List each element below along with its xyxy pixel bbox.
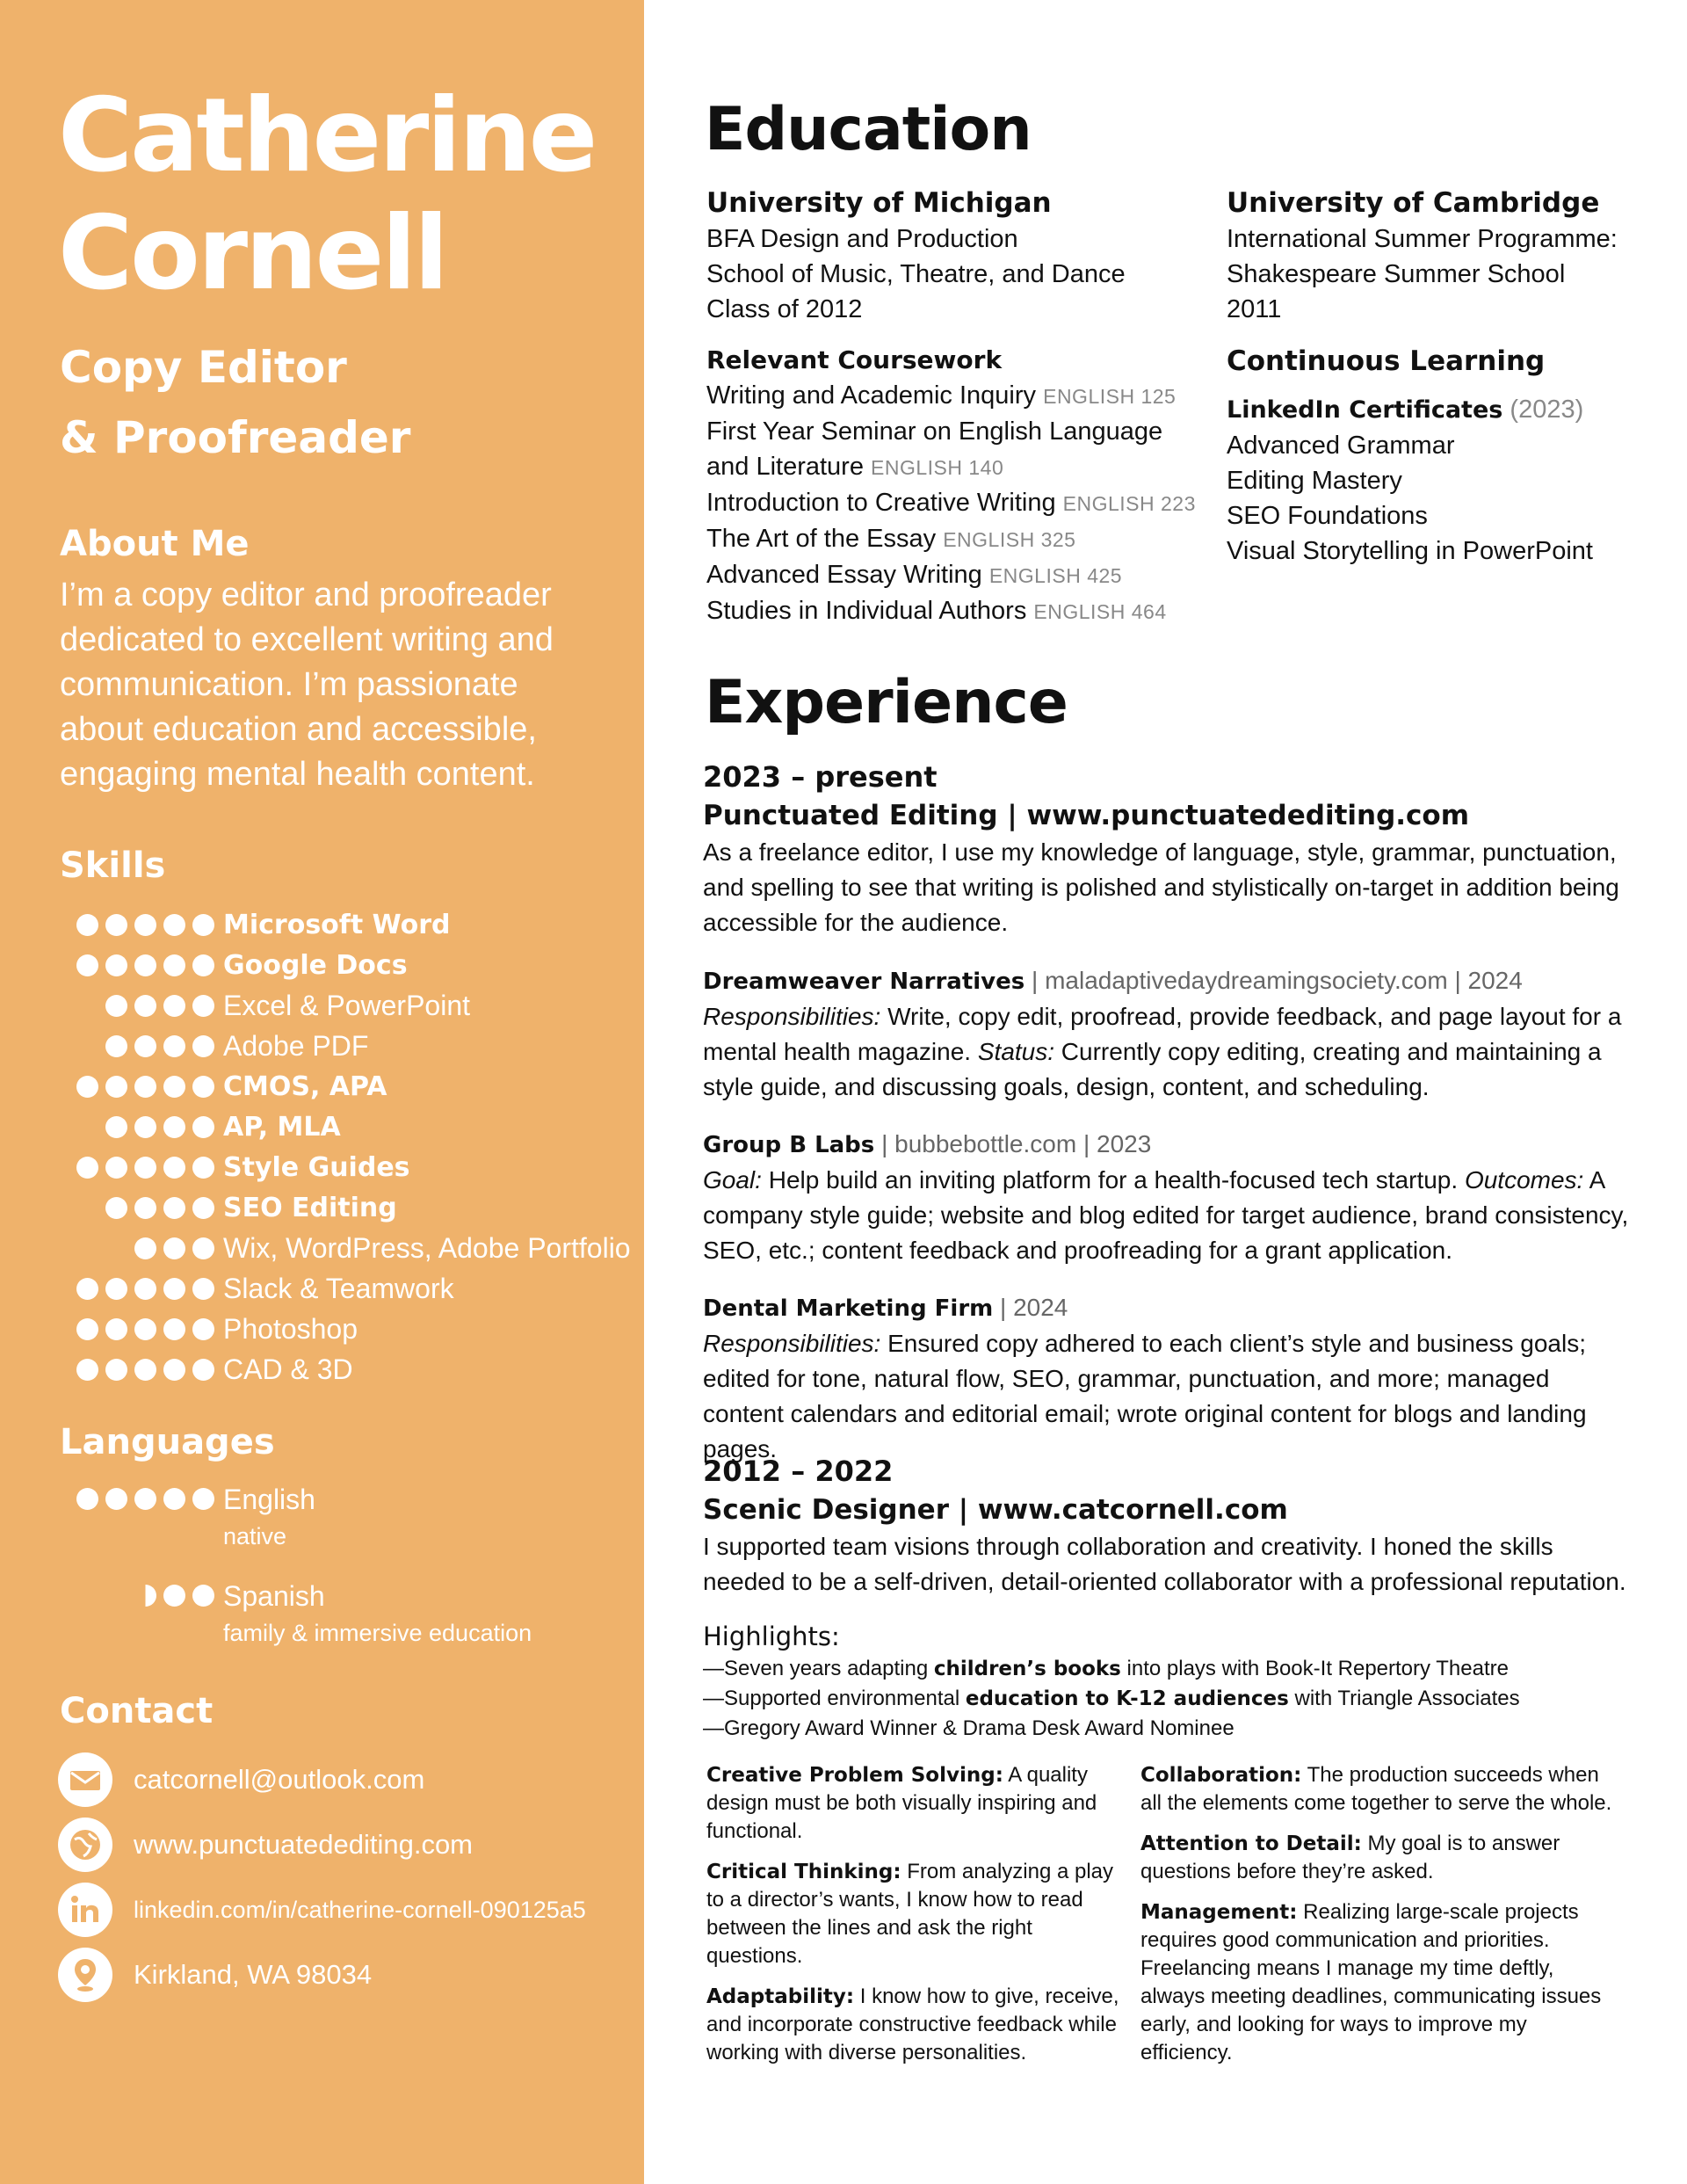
certificates-year: (2023) bbox=[1510, 395, 1584, 424]
email-link[interactable]: catcornell@outlook.com bbox=[134, 1764, 425, 1795]
envelope-icon bbox=[58, 1752, 112, 1807]
rating-dot bbox=[163, 954, 185, 976]
job-year: 2023 bbox=[1097, 1130, 1152, 1157]
skill-label: Style Guides bbox=[223, 1151, 410, 1183]
skills-heading: Skills bbox=[60, 845, 166, 886]
rating-dot bbox=[192, 1488, 214, 1510]
rating-dot bbox=[163, 1076, 185, 1098]
rating-dot bbox=[192, 954, 214, 976]
course-title: The Art of the Essay bbox=[706, 525, 937, 553]
rating-dot bbox=[192, 914, 214, 936]
rating-dot bbox=[134, 1488, 156, 1510]
job-group-b-labs bbox=[703, 1127, 1634, 1268]
skill-item bbox=[60, 1228, 640, 1268]
contact-heading: Contact bbox=[60, 1691, 214, 1731]
certificate-item: Editing Mastery bbox=[1227, 467, 1402, 495]
skill-label: AP, MLA bbox=[223, 1111, 341, 1143]
experience-current bbox=[703, 758, 1634, 940]
rating-dot bbox=[134, 1035, 156, 1057]
contact-linkedin[interactable] bbox=[58, 1879, 638, 1941]
experience-scenic bbox=[703, 1452, 1634, 1600]
course-item bbox=[706, 485, 1198, 521]
course-code: ENGLISH 425 bbox=[988, 564, 1123, 587]
rating-dots bbox=[60, 1359, 223, 1381]
job-header: Group B Labs | bubbebottle.com | 2023 bbox=[703, 1130, 1152, 1158]
umich-class: Class of 2012 bbox=[706, 295, 863, 323]
skill-label: Adobe PDF bbox=[223, 1029, 369, 1062]
umich-school: School of Music, Theatre, and Dance bbox=[706, 260, 1126, 288]
location-pin-icon bbox=[58, 1948, 112, 2002]
rating-dot-half bbox=[134, 1585, 156, 1607]
period-past: 2012 – 2022 bbox=[703, 1455, 894, 1488]
rating-dots bbox=[60, 1318, 223, 1340]
skill-label: Excel & PowerPoint bbox=[223, 989, 471, 1021]
course-item bbox=[706, 593, 1198, 629]
trait-item: Critical Thinking: From analyzing a play to a director’s wants, I know how to read between the lines and ask the right questions. bbox=[706, 1860, 1114, 1968]
course-item bbox=[706, 378, 1198, 414]
highlights-heading: Highlights: bbox=[703, 1622, 840, 1651]
job-dental-marketing bbox=[703, 1290, 1634, 1467]
certificate-item: Advanced Grammar bbox=[1227, 432, 1455, 460]
rating-dot bbox=[134, 914, 156, 936]
rating-dot bbox=[105, 1318, 127, 1340]
company-name: Dreamweaver Narratives bbox=[703, 969, 1025, 995]
experience-heading: Experience bbox=[705, 668, 1068, 737]
trait-item: Adaptability: I know how to give, receive, and incorporate constructive feedback while working with diverse personalities. bbox=[706, 1984, 1119, 2064]
rating-dots bbox=[60, 914, 223, 936]
rating-dot bbox=[163, 1035, 185, 1057]
rating-dot bbox=[192, 1157, 214, 1179]
language-name: English bbox=[223, 1484, 315, 1515]
segment-label: Outcomes: bbox=[1464, 1166, 1584, 1194]
course-code: ENGLISH 140 bbox=[871, 456, 1004, 479]
rating-dot bbox=[134, 1359, 156, 1381]
job-title bbox=[60, 332, 587, 473]
course-item bbox=[706, 557, 1198, 593]
rating-dot bbox=[76, 914, 98, 936]
rating-dot bbox=[134, 954, 156, 976]
skill-item bbox=[60, 985, 640, 1026]
rating-dot bbox=[76, 954, 98, 976]
segment-text: Help build an inviting platform for a health-focused tech startup. bbox=[761, 1166, 1465, 1194]
skill-label: Photoshop bbox=[223, 1312, 358, 1345]
skill-label: Wix, WordPress, Adobe Portfolio bbox=[223, 1231, 631, 1264]
trait-item: Collaboration: The production succeeds when all the elements come together to serve the whole. bbox=[1140, 1763, 1612, 1815]
languages-list bbox=[60, 1481, 640, 1674]
role-description: As a freelance editor, I use my knowledge of language, style, grammar, punctuation, and spelling to see that writing is polished and stylistically on-target in addition being accessible for the audience. bbox=[703, 838, 1619, 936]
continuous-learning-heading: Continuous Learning bbox=[1227, 345, 1546, 377]
role-description: I supported team visions through collaboration and creativity. I honed the skills needed to be a self-driven, detail-oriented collaborator with a professional reputation. bbox=[703, 1533, 1626, 1595]
language-item bbox=[60, 1578, 640, 1651]
about-heading: About Me bbox=[60, 524, 250, 564]
segment-text: Currently copy editing, creating and maintaining a style guide, and discussing goals, design, content, and scheduling. bbox=[703, 1038, 1602, 1100]
course-title: First Year Seminar on English Language and Literature bbox=[706, 417, 1163, 481]
rating-dot bbox=[163, 1488, 185, 1510]
rating-dot bbox=[105, 1035, 127, 1057]
company-site[interactable]: bubbebottle.com bbox=[894, 1130, 1077, 1157]
rating-dot bbox=[163, 914, 185, 936]
highlight-item: —Supported environmental education to K-12 audiences with Triangle Associates bbox=[703, 1687, 1520, 1710]
rating-dots bbox=[60, 1157, 223, 1179]
rating-dot bbox=[76, 1157, 98, 1179]
rating-dot bbox=[163, 1116, 185, 1138]
job-title-line-2: & Proofreader bbox=[60, 412, 411, 463]
rating-dot bbox=[192, 1318, 214, 1340]
rating-dot bbox=[134, 995, 156, 1017]
contact-website[interactable] bbox=[58, 1814, 638, 1876]
traits-left bbox=[706, 1761, 1119, 2079]
rating-dots bbox=[60, 1076, 223, 1098]
skill-item bbox=[60, 1268, 640, 1309]
rating-dot bbox=[192, 1359, 214, 1381]
course-code: ENGLISH 325 bbox=[943, 528, 1076, 551]
education-heading: Education bbox=[705, 95, 1032, 164]
contact-location bbox=[58, 1944, 638, 2006]
course-title: Studies in Individual Authors bbox=[706, 597, 1027, 625]
trait-item: Management: Realizing large-scale projects requires good communication and priorities. Freelancing means I manage my time deftly, always meeting deadlines, communicating issues early, and looking for ways to improve my efficiency. bbox=[1140, 1900, 1602, 2064]
highlight-item: —Gregory Award Winner & Drama Desk Award Nominee bbox=[703, 1716, 1234, 1740]
company-site[interactable]: maladaptivedaydreamingsociety.com bbox=[1045, 967, 1448, 994]
rating-dot bbox=[192, 1278, 214, 1300]
skill-item bbox=[60, 945, 640, 985]
education-cambridge bbox=[1227, 185, 1648, 569]
course-item bbox=[706, 414, 1198, 485]
rating-dot bbox=[192, 995, 214, 1017]
rating-dot bbox=[192, 1116, 214, 1138]
skill-label: Microsoft Word bbox=[223, 909, 451, 940]
language-item bbox=[60, 1481, 640, 1555]
rating-dot bbox=[163, 1585, 185, 1607]
skill-item bbox=[60, 1107, 640, 1147]
rating-dot bbox=[163, 1237, 185, 1259]
first-name: Catherine bbox=[58, 76, 596, 195]
cambridge-name: University of Cambridge bbox=[1227, 187, 1600, 219]
rating-dot bbox=[192, 1585, 214, 1607]
rating-dots bbox=[60, 1585, 223, 1607]
rating-dot bbox=[192, 1035, 214, 1057]
rating-dot bbox=[105, 1359, 127, 1381]
cambridge-line-1: International Summer Programme: bbox=[1227, 225, 1618, 253]
certificate-item: SEO Foundations bbox=[1227, 502, 1428, 530]
segment-text: A company style guide; website and blog edited for target audience, brand consistency, SEO, etc.; content feedback and proofreading for a grant application. bbox=[703, 1166, 1629, 1264]
rating-dot bbox=[76, 1076, 98, 1098]
segment-label: Status: bbox=[977, 1038, 1055, 1065]
segment-label: Goal: bbox=[703, 1166, 762, 1194]
skill-item bbox=[60, 1309, 640, 1349]
job-year: 2024 bbox=[1013, 1294, 1068, 1321]
rating-dot bbox=[163, 1359, 185, 1381]
job-title-line-1: Copy Editor bbox=[60, 342, 347, 393]
skills-list bbox=[60, 904, 640, 1389]
skill-label: Google Docs bbox=[223, 949, 408, 981]
rating-dot bbox=[134, 1237, 156, 1259]
rating-dots bbox=[60, 995, 223, 1017]
rating-dot bbox=[163, 1278, 185, 1300]
course-title: Advanced Essay Writing bbox=[706, 561, 982, 589]
job-header: Dental Marketing Firm | 2024 bbox=[703, 1294, 1068, 1322]
segment-label: Responsibilities: bbox=[703, 1003, 881, 1030]
period-current: 2023 – present bbox=[703, 760, 938, 794]
job-description bbox=[703, 1326, 1634, 1467]
rating-dot bbox=[192, 1237, 214, 1259]
cambridge-line-2: Shakespeare Summer School bbox=[1227, 260, 1566, 288]
course-code: ENGLISH 125 bbox=[1043, 385, 1177, 408]
cambridge-year: 2011 bbox=[1227, 295, 1282, 323]
course-title: Writing and Academic Inquiry bbox=[706, 381, 1037, 410]
linkedin-certificates bbox=[1227, 392, 1648, 428]
language-note: family & immersive education bbox=[223, 1620, 532, 1646]
education-umich bbox=[706, 185, 1198, 629]
traits-right bbox=[1140, 1761, 1615, 2079]
course-code: ENGLISH 464 bbox=[1033, 600, 1167, 623]
language-name: Spanish bbox=[223, 1580, 325, 1612]
skill-item bbox=[60, 1066, 640, 1107]
rating-dot bbox=[163, 1197, 185, 1219]
role-scenic-designer: Scenic Designer | www.catcornell.com bbox=[703, 1494, 1288, 1526]
segment-text: Ensured copy adhered to each client’s style and business goals; edited for tone, natural flow, SEO, grammar, punctuation, and more; managed content calendars and editorial email; wrote original content for blogs and landing pages. bbox=[703, 1330, 1587, 1462]
course-code: ENGLISH 223 bbox=[1062, 492, 1196, 515]
rating-dot bbox=[76, 1359, 98, 1381]
rating-dot bbox=[134, 1116, 156, 1138]
main-content bbox=[703, 0, 1669, 2184]
job-year: 2024 bbox=[1467, 967, 1523, 994]
language-note: native bbox=[223, 1523, 287, 1549]
trait-item: Attention to Detail: My goal is to answer questions before they’re asked. bbox=[1140, 1832, 1560, 1883]
rating-dot bbox=[134, 1278, 156, 1300]
umich-degree: BFA Design and Production bbox=[706, 225, 1018, 253]
job-description bbox=[703, 999, 1634, 1105]
skill-label: CAD & 3D bbox=[223, 1353, 353, 1385]
location-text: Kirkland, WA 98034 bbox=[134, 1959, 373, 1990]
rating-dot bbox=[192, 1076, 214, 1098]
skill-label: Slack & Teamwork bbox=[223, 1272, 454, 1304]
certificates-label: LinkedIn Certificates bbox=[1227, 396, 1503, 424]
rating-dot bbox=[105, 1157, 127, 1179]
skill-item bbox=[60, 904, 640, 945]
rating-dot bbox=[76, 1278, 98, 1300]
rating-dots bbox=[60, 1197, 223, 1219]
linkedin-icon bbox=[58, 1883, 112, 1937]
rating-dot bbox=[134, 1318, 156, 1340]
skill-item bbox=[60, 1349, 640, 1389]
rating-dots bbox=[60, 1035, 223, 1057]
rating-dot bbox=[105, 1278, 127, 1300]
linkedin-link[interactable]: linkedin.com/in/catherine-cornell-090125a5 bbox=[134, 1896, 586, 1923]
rating-dots bbox=[60, 1116, 223, 1138]
rating-dot bbox=[105, 995, 127, 1017]
trait-item: Creative Problem Solving: A quality design must be both visually inspiring and functional. bbox=[706, 1763, 1097, 1843]
rating-dot bbox=[163, 995, 185, 1017]
certificate-item: Visual Storytelling in PowerPoint bbox=[1227, 537, 1593, 565]
skill-item bbox=[60, 1147, 640, 1187]
rating-dot bbox=[105, 1488, 127, 1510]
rating-dot bbox=[105, 1076, 127, 1098]
highlights bbox=[703, 1619, 1634, 1743]
coursework-heading: Relevant Coursework bbox=[706, 345, 1003, 374]
sidebar bbox=[0, 0, 644, 2184]
job-description bbox=[703, 1163, 1634, 1268]
globe-icon bbox=[58, 1818, 112, 1872]
languages-heading: Languages bbox=[60, 1422, 275, 1462]
rating-dot bbox=[134, 1197, 156, 1219]
rating-dots bbox=[60, 1488, 223, 1510]
rating-dot bbox=[76, 1318, 98, 1340]
skill-item bbox=[60, 1187, 640, 1228]
website-link[interactable]: www.punctuatedediting.com bbox=[134, 1829, 474, 1860]
rating-dot bbox=[105, 954, 127, 976]
rating-dot bbox=[163, 1157, 185, 1179]
job-dreamweaver bbox=[703, 963, 1634, 1105]
umich-name: University of Michigan bbox=[706, 187, 1052, 219]
last-name: Cornell bbox=[58, 194, 446, 313]
rating-dot bbox=[105, 1116, 127, 1138]
segment-text: Write, copy edit, proofread, provide feedback, and page layout for a mental health magazine. bbox=[703, 1003, 1622, 1065]
rating-dot bbox=[76, 1488, 98, 1510]
rating-dot bbox=[105, 914, 127, 936]
rating-dots bbox=[60, 1278, 223, 1300]
highlight-item: —Seven years adapting children’s books into plays with Book-It Repertory Theatre bbox=[703, 1657, 1509, 1680]
role-punctuated-editing: Punctuated Editing | www.punctuatedediting.com bbox=[703, 800, 1470, 831]
rating-dots bbox=[60, 1237, 223, 1259]
skill-item bbox=[60, 1026, 640, 1066]
rating-dots bbox=[60, 954, 223, 976]
course-item bbox=[706, 521, 1198, 557]
company-name: Dental Marketing Firm bbox=[703, 1295, 994, 1322]
about-text: I’m a copy editor and proofreader dedicated to excellent writing and communication. I’m passionate about education and accessible, engaging mental health content. bbox=[60, 577, 554, 793]
company-name: Group B Labs bbox=[703, 1132, 875, 1158]
segment-label: Responsibilities: bbox=[703, 1330, 881, 1357]
contact-list bbox=[58, 1749, 638, 2006]
rating-dot bbox=[134, 1076, 156, 1098]
rating-dot bbox=[134, 1157, 156, 1179]
rating-dot bbox=[105, 1197, 127, 1219]
contact-email[interactable] bbox=[58, 1749, 638, 1810]
rating-dot bbox=[163, 1318, 185, 1340]
job-header: Dreamweaver Narratives | maladaptivedaydreamingsociety.com | 2024 bbox=[703, 967, 1523, 995]
rating-dot bbox=[192, 1197, 214, 1219]
course-title: Introduction to Creative Writing bbox=[706, 489, 1056, 517]
skill-label: CMOS, APA bbox=[223, 1070, 387, 1102]
skill-label: SEO Editing bbox=[223, 1192, 397, 1223]
full-name bbox=[58, 77, 638, 313]
